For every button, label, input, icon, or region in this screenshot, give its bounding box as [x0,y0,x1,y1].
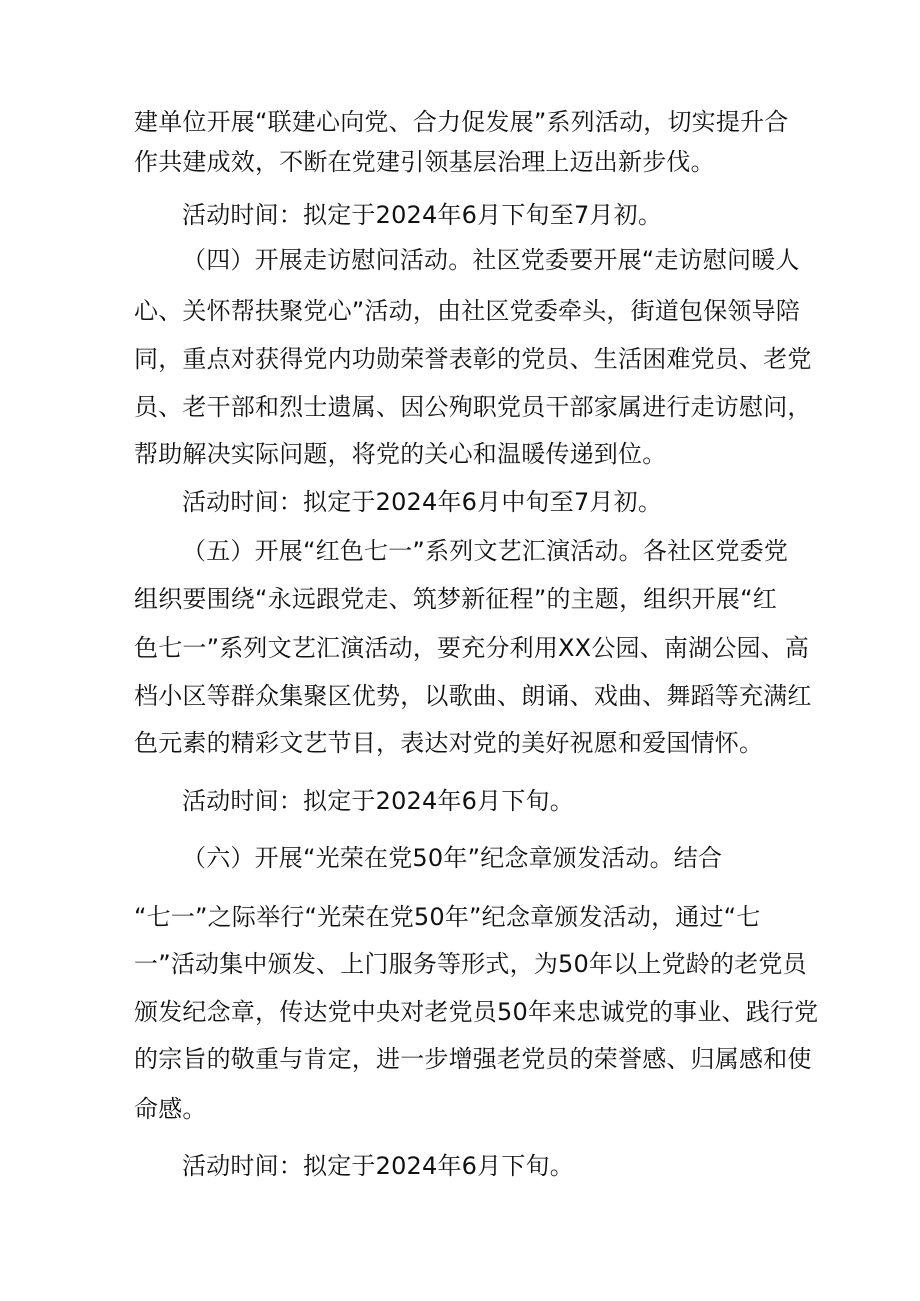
activity-time-line: 活动时间：拟定于2024年6月下旬。 [182,787,574,815]
text-line: “七一”之际举行“光荣在党50年”纪念章颁发活动，通过“七 [134,903,761,931]
section-heading-line: （四）开展走访慰问活动。社区党委要开展“走访慰问暖人 [182,246,800,274]
section-heading-line: （五）开展“红色七一”系列文艺汇演活动。各社区党委党 [182,537,789,565]
text-line: 的宗旨的敬重与肯定，进一步增强老党员的荣誉感、归属感和使 [134,1045,812,1073]
section-heading-line: （六）开展“光荣在党50年”纪念章颁发活动。结合 [182,844,723,872]
text-line: 建单位开展“联建心向党、合力促发展”系列活动，切实提升合 [134,108,789,136]
text-line: 一”活动集中颁发、上门服务等形式，为50年以上党龄的老党员 [134,950,807,978]
activity-time-line: 活动时间：拟定于2024年6月下旬至7月初。 [182,201,663,229]
text-line: 颁发纪念章，传达党中央对老党员50年来忠诚党的事业、践行党 [134,998,819,1026]
text-line: 档小区等群众集聚区优势，以歌曲、朗诵、戏曲、舞蹈等充满红 [134,682,812,710]
text-line: 色元素的精彩文艺节目，表达对党的美好祝愿和爱国情怀。 [134,729,764,757]
text-line: 命感。 [134,1095,207,1123]
activity-time-line: 活动时间：拟定于2024年6月中旬至7月初。 [182,488,663,516]
text-line: 帮助解决实际问题，将党的关心和温暖传递到位。 [134,440,667,468]
text-line: 色七一”系列文艺汇演活动，要充分利用XX公园、南湖公园、高 [134,634,810,662]
text-line: 同，重点对获得党内功勋荣誉表彰的党员、生活困难党员、老党 [134,345,812,373]
text-line: 作共建成效，不断在党建引领基层治理上迈出新步伐。 [134,148,715,176]
text-line: 心、关怀帮扶聚党心”活动，由社区党委牵头，街道包保领导陪 [134,297,801,325]
activity-time-line: 活动时间：拟定于2024年6月下旬。 [182,1152,574,1180]
text-line: 组织要围绕“永远跟党走、筑梦新征程”的主题，组织开展“红 [134,585,777,613]
text-line: 员、老干部和烈士遗属、因公殉职党员干部家属进行走访慰问， [134,393,812,421]
